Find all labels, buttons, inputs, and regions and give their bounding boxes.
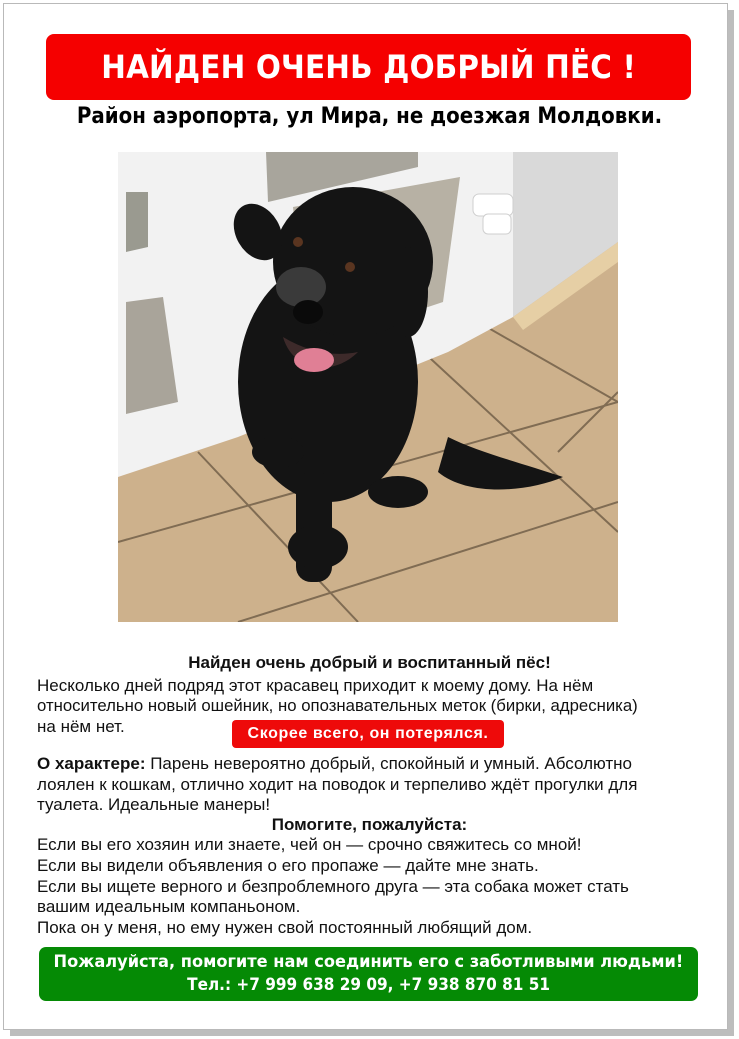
title-banner bbox=[46, 34, 691, 100]
help-line: Если вы видели объявления о его пропаже — дайте мне знать. bbox=[37, 856, 539, 875]
flyer-title: НАЙДЕН ОЧЕНЬ ДОБРЫЙ ПЁС ! bbox=[101, 48, 636, 86]
character-line: лоялен к кошкам, отлично ходит на поводок и терпеливо ждёт прогулки для bbox=[37, 775, 638, 794]
help-line: Если вы его хозяин или знаете, чей он — срочно свяжитесь со мной! bbox=[37, 835, 582, 854]
phone-numbers: Тел.: +7 999 638 29 09, +7 938 870 81 51 bbox=[187, 975, 550, 995]
contact-banner bbox=[39, 947, 698, 1001]
lost-badge-text: Скорее всего, он потерялся. bbox=[247, 725, 489, 742]
intro-heading: Найден очень добрый и воспитанный пёс! bbox=[188, 653, 551, 672]
location-line: Район аэропорта, ул Мира, не доезжая Молдовки. bbox=[76, 104, 663, 129]
character-line: туалета. Идеальные манеры! bbox=[37, 795, 271, 814]
intro-line: на нём нет. bbox=[37, 717, 125, 736]
help-line: Если вы ищете верного и безпроблемного друга — эта собака может стать bbox=[37, 877, 629, 896]
dog-photo bbox=[118, 152, 618, 622]
appeal-text: Пожалуйста, помогите нам соединить его с заботливыми людьми! bbox=[53, 952, 684, 972]
character-text: Парень невероятно добрый, спокойный и умный. Абсолютно bbox=[145, 754, 633, 773]
character-label: О характере: bbox=[37, 754, 146, 773]
intro-line: относительно новый ошейник, но опознавательных меток (бирки, адресника) bbox=[37, 696, 638, 715]
help-heading: Помогите, пожалуйста: bbox=[271, 815, 468, 834]
intro-line: Несколько дней подряд этот красавец приходит к моему дому. На нём bbox=[37, 676, 594, 695]
character-line bbox=[37, 754, 632, 774]
help-line: вашим идеальным компаньоном. bbox=[37, 897, 301, 916]
lost-badge bbox=[232, 720, 504, 748]
help-line: Пока он у меня, но ему нужен свой постоянный любящий дом. bbox=[37, 918, 533, 937]
